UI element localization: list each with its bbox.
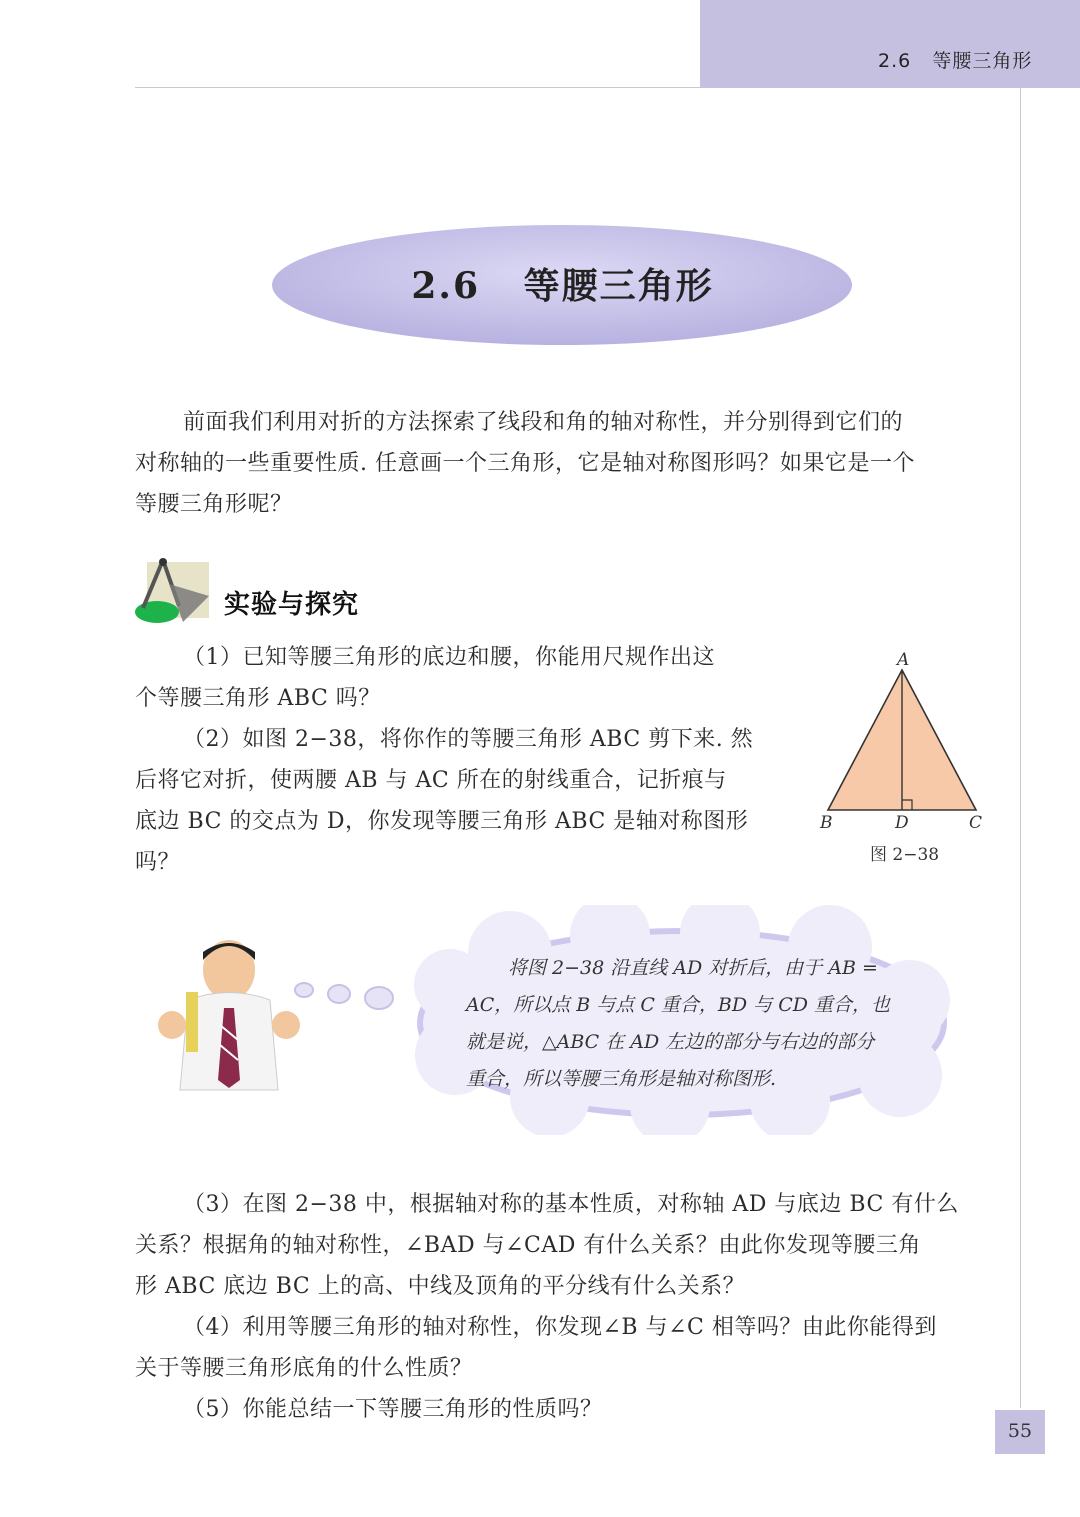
compass-ruler-icon bbox=[133, 556, 211, 626]
header-rule bbox=[135, 87, 700, 88]
experiment-line: 吗？ bbox=[135, 850, 181, 875]
intro-line: 对称轴的一些重要性质. 任意画一个三角形，它是轴对称图形吗？如果它是一个 bbox=[135, 451, 915, 476]
boy-illustration bbox=[158, 930, 300, 1095]
subsection-heading: 实验与探究 bbox=[224, 590, 360, 620]
header-tab bbox=[700, 0, 1080, 88]
vertex-label-c: C bbox=[969, 813, 983, 833]
figure-caption: 图 2−38 bbox=[870, 845, 940, 865]
margin-rule bbox=[1020, 88, 1021, 1408]
question-line: 形 ABC 底边 BC 上的高、中线及顶角的平分线有什么关系？ bbox=[135, 1274, 746, 1299]
page-number: 55 bbox=[1007, 1420, 1033, 1442]
question-line: （4）利用等腰三角形的轴对称性，你发现∠B 与∠C 相等吗？由此你能得到 bbox=[183, 1315, 937, 1340]
thought-dots bbox=[292, 980, 402, 1012]
thought-text bbox=[466, 950, 916, 1098]
experiment-line: （2）如图 2−38，将你作的等腰三角形 ABC 剪下来. 然 bbox=[183, 727, 754, 752]
vertex-label-a: A bbox=[897, 650, 910, 670]
point-label-d: D bbox=[895, 813, 909, 833]
question-line: （5）你能总结一下等腰三角形的性质吗？ bbox=[183, 1397, 603, 1422]
intro-paragraph bbox=[135, 402, 995, 525]
questions-text bbox=[135, 1184, 995, 1430]
thought-line: 将图 2−38 沿直线 AD 对折后，由于 AB = bbox=[508, 957, 878, 979]
question-line: 关系？根据角的轴对称性，∠BAD 与∠CAD 有什么关系？由此你发现等腰三角 bbox=[135, 1233, 921, 1258]
question-line: 关于等腰三角形底角的什么性质？ bbox=[135, 1356, 473, 1381]
question-line: （3）在图 2−38 中，根据轴对称的基本性质，对称轴 AD 与底边 BC 有什么 bbox=[183, 1192, 959, 1217]
thought-line: AC，所以点 B 与点 C 重合，BD 与 CD 重合，也 bbox=[466, 994, 891, 1016]
experiment-line: 后将它对折，使两腰 AB 与 AC 所在的射线重合，记折痕与 bbox=[135, 768, 727, 793]
intro-line: 前面我们利用对折的方法探索了线段和角的轴对称性，并分别得到它们的 bbox=[183, 410, 904, 435]
experiment-text bbox=[135, 637, 775, 883]
intro-line: 等腰三角形呢？ bbox=[135, 492, 293, 517]
running-header: 2.6 等腰三角形 bbox=[878, 50, 1033, 72]
thought-line: 重合，所以等腰三角形是轴对称图形. bbox=[466, 1068, 777, 1090]
isosceles-triangle-figure bbox=[812, 648, 992, 838]
thought-line: 就是说，△ABC 在 AD 左边的部分与右边的部分 bbox=[466, 1031, 875, 1053]
experiment-line: （1）已知等腰三角形的底边和腰，你能用尺规作出这 bbox=[183, 645, 715, 670]
section-title: 2.6 等腰三角形 bbox=[411, 265, 714, 307]
vertex-label-b: B bbox=[820, 813, 833, 833]
experiment-line: 个等腰三角形 ABC 吗？ bbox=[135, 686, 381, 711]
experiment-line: 底边 BC 的交点为 D，你发现等腰三角形 ABC 是轴对称图形 bbox=[135, 809, 749, 834]
